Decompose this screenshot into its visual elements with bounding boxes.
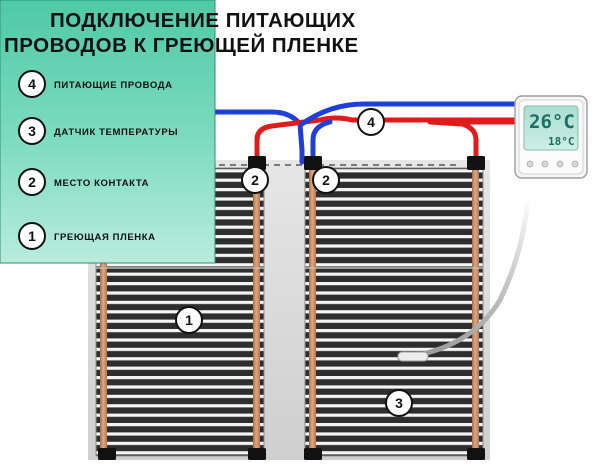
- thermostat-button-left: [527, 161, 533, 167]
- thermostat-button-right: [557, 161, 563, 167]
- callout-badge-4: [358, 109, 384, 135]
- busbar-right-1: [309, 168, 316, 456]
- legend-label-4: ПИТАЮЩИЕ ПРОВОДА: [54, 80, 173, 91]
- thermostat-secondary-temperature: 18°C: [548, 135, 575, 148]
- legend-label-1: ГРЕЮЩАЯ ПЛЕНКА: [54, 232, 156, 243]
- contact-clamp-4: [467, 156, 485, 170]
- callout-badge-2-left: [242, 167, 268, 193]
- thermostat[interactable]: [515, 96, 587, 178]
- contact-clamp-8: [467, 448, 485, 460]
- wire-red-left: [257, 118, 520, 162]
- legend-badge-1: 1: [28, 228, 36, 244]
- callout-badge-1: [176, 307, 202, 333]
- callout-badge-3: [386, 390, 412, 416]
- callout-badge-2-left-label: 2: [251, 172, 259, 188]
- callout-badge-1-label: 1: [185, 312, 193, 328]
- callout-badge-3-label: 3: [395, 395, 403, 411]
- callout-badge-2-right-label: 2: [322, 172, 330, 188]
- thermostat-button-mid: [542, 161, 548, 167]
- busbar-right-2: [472, 168, 479, 456]
- legend-label-2: МЕСТО КОНТАКТА: [54, 178, 150, 189]
- callout-badge-2-right: [313, 167, 339, 193]
- title-line-1: ПОДКЛЮЧЕНИЕ ПИТАЮЩИХ: [50, 9, 356, 32]
- sensor-probe: [398, 352, 428, 361]
- thermostat-main-temperature: 26°C: [529, 111, 575, 133]
- thermostat-button-power: [572, 161, 578, 167]
- callout-badge-4-label: 4: [367, 114, 375, 130]
- busbar-left-2: [253, 168, 260, 456]
- contact-clamp-5: [98, 448, 116, 460]
- legend-label-3: ДАТЧИК ТЕМПЕРАТУРЫ: [54, 127, 179, 138]
- legend-badge-4: 4: [28, 76, 36, 92]
- title-line-2: ПРОВОДОВ К ГРЕЮЩЕЙ ПЛЕНКЕ: [4, 34, 359, 57]
- contact-clamp-6: [248, 448, 266, 460]
- contact-clamp-7: [304, 448, 322, 460]
- legend-badge-2: 2: [28, 174, 36, 190]
- legend-badge-3: 3: [28, 123, 36, 139]
